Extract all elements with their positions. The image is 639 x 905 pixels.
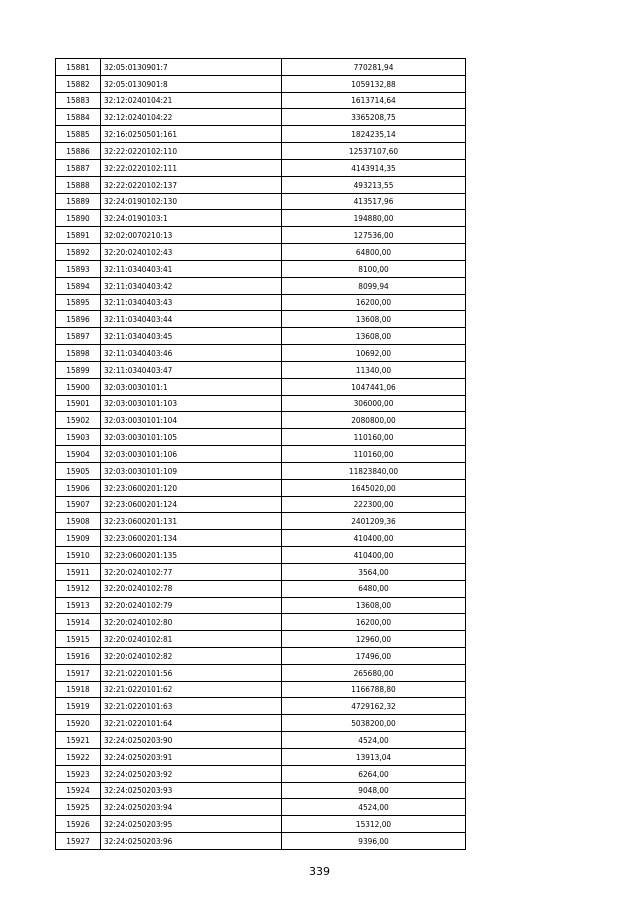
cadastral-number: 32:20:0240102:79: [101, 597, 282, 614]
cadastral-value: 222300,00: [282, 496, 466, 513]
cadastral-value: 127536,00: [282, 227, 466, 244]
table-row: [56, 277, 466, 294]
row-number: 15920: [56, 715, 101, 732]
table-row: [56, 799, 466, 816]
cadastral-number: 32:24:0250203:95: [101, 816, 282, 833]
cadastral-number: 32:03:0030101:109: [101, 462, 282, 479]
table-row: [56, 647, 466, 664]
cadastral-number: 32:20:0240102:81: [101, 631, 282, 648]
table-row: [56, 109, 466, 126]
row-number: 15897: [56, 328, 101, 345]
table-row: [56, 260, 466, 277]
table-row: [56, 547, 466, 564]
cadastral-number: 32:11:0340403:42: [101, 277, 282, 294]
cadastral-value: 1166788,80: [282, 681, 466, 698]
cadastral-number: 32:11:0340403:43: [101, 294, 282, 311]
table-row: [56, 462, 466, 479]
table-row: [56, 530, 466, 547]
cadastral-value: 8099,94: [282, 277, 466, 294]
table-row: [56, 244, 466, 261]
cadastral-value: 12537107,60: [282, 143, 466, 160]
row-number: 15924: [56, 782, 101, 799]
cadastral-number: 32:24:0190102:130: [101, 193, 282, 210]
cadastral-number: 32:23:0600201:124: [101, 496, 282, 513]
cadastral-value: 265680,00: [282, 664, 466, 681]
row-number: 15888: [56, 176, 101, 193]
row-number: 15882: [56, 75, 101, 92]
row-number: 15917: [56, 664, 101, 681]
cadastral-number: 32:03:0030101:106: [101, 446, 282, 463]
row-number: 15909: [56, 530, 101, 547]
row-number: 15891: [56, 227, 101, 244]
cadastral-value: 13608,00: [282, 328, 466, 345]
cadastral-number: 32:03:0030101:103: [101, 395, 282, 412]
table-row: [56, 715, 466, 732]
table-row: [56, 614, 466, 631]
cadastral-number: 32:24:0250203:94: [101, 799, 282, 816]
table-row: [56, 563, 466, 580]
row-number: 15883: [56, 92, 101, 109]
cadastral-value: 5038200,00: [282, 715, 466, 732]
cadastral-value: 2080800,00: [282, 412, 466, 429]
row-number: 15902: [56, 412, 101, 429]
cadastral-value: 110160,00: [282, 446, 466, 463]
row-number: 15903: [56, 429, 101, 446]
cadastral-number: 32:16:0250501:161: [101, 126, 282, 143]
cadastral-number: 32:03:0030101:105: [101, 429, 282, 446]
table-row: [56, 681, 466, 698]
cadastral-number: 32:05:0130901:7: [101, 59, 282, 76]
row-number: 15904: [56, 446, 101, 463]
cadastral-value: 413517,96: [282, 193, 466, 210]
table-row: [56, 765, 466, 782]
cadastral-number: 32:11:0340403:47: [101, 361, 282, 378]
row-number: 15896: [56, 311, 101, 328]
table-row: [56, 698, 466, 715]
cadastral-number: 32:11:0340403:46: [101, 345, 282, 362]
cadastral-value: 2401209,36: [282, 513, 466, 530]
table-row: [56, 782, 466, 799]
cadastral-value: 13608,00: [282, 597, 466, 614]
cadastral-value: 17496,00: [282, 647, 466, 664]
row-number: 15919: [56, 698, 101, 715]
table-row: [56, 210, 466, 227]
cadastral-value: 1645020,00: [282, 479, 466, 496]
row-number: 15908: [56, 513, 101, 530]
cadastral-number: 32:24:0250203:92: [101, 765, 282, 782]
cadastral-number: 32:20:0240102:77: [101, 563, 282, 580]
cadastral-value: 306000,00: [282, 395, 466, 412]
row-number: 15927: [56, 833, 101, 850]
cadastral-value: 12960,00: [282, 631, 466, 648]
table-row: [56, 361, 466, 378]
table-row: [56, 227, 466, 244]
table-row: [56, 193, 466, 210]
table-row: [56, 143, 466, 160]
row-number: 15895: [56, 294, 101, 311]
table-row: [56, 176, 466, 193]
table-row: [56, 412, 466, 429]
cadastral-number: 32:24:0250203:90: [101, 732, 282, 749]
cadastral-value: 11340,00: [282, 361, 466, 378]
cadastral-value: 194880,00: [282, 210, 466, 227]
cadastral-number: 32:20:0240102:82: [101, 647, 282, 664]
table-row: [56, 513, 466, 530]
cadastral-value: 16200,00: [282, 614, 466, 631]
row-number: 15912: [56, 580, 101, 597]
cadastral-value: 10692,00: [282, 345, 466, 362]
row-number: 15886: [56, 143, 101, 160]
row-number: 15906: [56, 479, 101, 496]
cadastral-value: 13913,04: [282, 748, 466, 765]
cadastral-value: 11823840,00: [282, 462, 466, 479]
table-row: [56, 479, 466, 496]
page-number: 339: [309, 865, 330, 878]
table-row: [56, 395, 466, 412]
cadastral-value: 770281,94: [282, 59, 466, 76]
row-number: 15901: [56, 395, 101, 412]
row-number: 15887: [56, 159, 101, 176]
cadastral-number: 32:23:0600201:120: [101, 479, 282, 496]
cadastral-number: 32:22:0220102:137: [101, 176, 282, 193]
table-row: [56, 59, 466, 76]
row-number: 15910: [56, 547, 101, 564]
row-number: 15905: [56, 462, 101, 479]
table-row: [56, 378, 466, 395]
cadastral-number: 32:22:0220102:110: [101, 143, 282, 160]
row-number: 15916: [56, 647, 101, 664]
table-row: [56, 496, 466, 513]
cadastral-value: 4143914,35: [282, 159, 466, 176]
cadastral-number: 32:23:0600201:135: [101, 547, 282, 564]
cadastral-number: 32:23:0600201:134: [101, 530, 282, 547]
table-row: [56, 126, 466, 143]
row-number: 15885: [56, 126, 101, 143]
row-number: 15915: [56, 631, 101, 648]
cadastral-value: 9048,00: [282, 782, 466, 799]
cadastral-number: 32:21:0220101:62: [101, 681, 282, 698]
cadastral-number: 32:05:0130901:8: [101, 75, 282, 92]
table-row: [56, 748, 466, 765]
cadastral-number: 32:21:0220101:56: [101, 664, 282, 681]
cadastral-number: 32:21:0220101:64: [101, 715, 282, 732]
cadastral-value: 410400,00: [282, 530, 466, 547]
cadastral-value: 4524,00: [282, 799, 466, 816]
table-row: [56, 833, 466, 850]
table-row: [56, 429, 466, 446]
row-number: 15884: [56, 109, 101, 126]
table-body: [56, 59, 466, 850]
cadastral-value: 3564,00: [282, 563, 466, 580]
cadastral-number: 32:02:0070210:13: [101, 227, 282, 244]
cadastral-number: 32:21:0220101:63: [101, 698, 282, 715]
cadastral-number: 32:03:0030101:1: [101, 378, 282, 395]
table-row: [56, 446, 466, 463]
cadastral-number: 32:20:0240102:80: [101, 614, 282, 631]
cadastral-number: 32:03:0030101:104: [101, 412, 282, 429]
table-row: [56, 597, 466, 614]
cadastral-value: 64800,00: [282, 244, 466, 261]
cadastral-value: 1613714,64: [282, 92, 466, 109]
table-row: [56, 631, 466, 648]
table-row: [56, 328, 466, 345]
cadastral-number: 32:11:0340403:44: [101, 311, 282, 328]
cadastral-number: 32:22:0220102:111: [101, 159, 282, 176]
cadastral-value: 16200,00: [282, 294, 466, 311]
cadastral-number: 32:23:0600201:131: [101, 513, 282, 530]
cadastral-value: 110160,00: [282, 429, 466, 446]
row-number: 15921: [56, 732, 101, 749]
row-number: 15900: [56, 378, 101, 395]
cadastral-value: 15312,00: [282, 816, 466, 833]
row-number: 15889: [56, 193, 101, 210]
cadastral-value: 4524,00: [282, 732, 466, 749]
table-row: [56, 580, 466, 597]
row-number: 15922: [56, 748, 101, 765]
table-row: [56, 159, 466, 176]
table-row: [56, 816, 466, 833]
table-row: [56, 345, 466, 362]
row-number: 15918: [56, 681, 101, 698]
row-number: 15893: [56, 260, 101, 277]
row-number: 15890: [56, 210, 101, 227]
cadastral-number: 32:11:0340403:45: [101, 328, 282, 345]
row-number: 15907: [56, 496, 101, 513]
cadastral-value-table: [55, 58, 466, 850]
cadastral-number: 32:24:0250203:96: [101, 833, 282, 850]
cadastral-value: 1059132,88: [282, 75, 466, 92]
row-number: 15899: [56, 361, 101, 378]
row-number: 15923: [56, 765, 101, 782]
table-row: [56, 311, 466, 328]
cadastral-number: 32:12:0240104:22: [101, 109, 282, 126]
cadastral-value: 410400,00: [282, 547, 466, 564]
table-row: [56, 294, 466, 311]
cadastral-value: 6480,00: [282, 580, 466, 597]
cadastral-number: 32:24:0250203:93: [101, 782, 282, 799]
cadastral-value: 6264,00: [282, 765, 466, 782]
row-number: 15911: [56, 563, 101, 580]
row-number: 15894: [56, 277, 101, 294]
table-row: [56, 664, 466, 681]
row-number: 15913: [56, 597, 101, 614]
cadastral-number: 32:12:0240104:21: [101, 92, 282, 109]
cadastral-number: 32:11:0340403:41: [101, 260, 282, 277]
row-number: 15925: [56, 799, 101, 816]
cadastral-value: 9396,00: [282, 833, 466, 850]
cadastral-value: 13608,00: [282, 311, 466, 328]
cadastral-value: 3365208,75: [282, 109, 466, 126]
row-number: 15892: [56, 244, 101, 261]
cadastral-number: 32:20:0240102:43: [101, 244, 282, 261]
cadastral-number: 32:20:0240102:78: [101, 580, 282, 597]
table-row: [56, 732, 466, 749]
row-number: 15881: [56, 59, 101, 76]
cadastral-value: 8100,00: [282, 260, 466, 277]
table-row: [56, 75, 466, 92]
table-row: [56, 92, 466, 109]
row-number: 15898: [56, 345, 101, 362]
cadastral-number: 32:24:0250203:91: [101, 748, 282, 765]
row-number: 15914: [56, 614, 101, 631]
cadastral-value: 493213,55: [282, 176, 466, 193]
cadastral-value: 4729162,32: [282, 698, 466, 715]
cadastral-number: 32:24:0190103:1: [101, 210, 282, 227]
row-number: 15926: [56, 816, 101, 833]
cadastral-value: 1824235,14: [282, 126, 466, 143]
cadastral-value: 1047441,06: [282, 378, 466, 395]
